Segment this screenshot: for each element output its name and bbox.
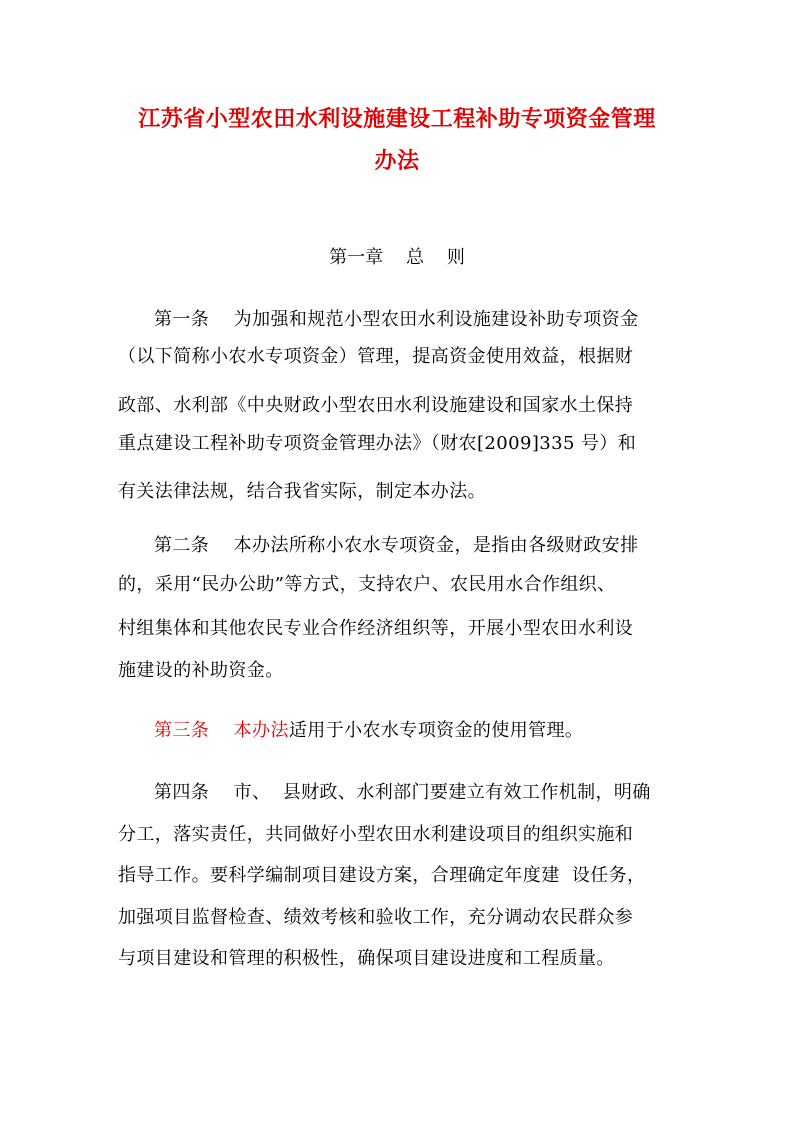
article-4-line-4: 加强项目监督检查、绩效考核和验收工作，充分调动农民群众参	[118, 907, 634, 928]
article-3-line	[154, 717, 583, 745]
article-1-line-5: 有关法律法规，结合我省实际，制定本办法。	[118, 481, 486, 502]
article-3-text: 适用于小农水专项资金的使用管理。	[288, 720, 584, 741]
title-line-1: 江苏省小型农田水利设施建设工程补助专项资金管理	[138, 106, 656, 132]
article-4-line-2: 分工，落实责任，共同做好小型农田水利建设项目的组织实施和	[118, 824, 634, 845]
article-1-line-4: 重点建设工程补助专项资金管理办法》（财农[2009]335 号）和	[118, 433, 637, 454]
article-4-line-5: 与项目建设和管理的积极性，确保项目建设进度和工程质量。	[118, 948, 615, 969]
article-3-head: 第三条 本办法	[154, 720, 289, 741]
article-1-line-3: 政部、水利部《中央财政小型农田水利设施建设和国家水土保持	[118, 395, 634, 416]
article-2-line-4: 施建设的补助资金。	[118, 660, 284, 681]
article-2-line-2: 的，采用“民办公助”等方式，支持农户、农民用水合作组织、	[118, 574, 616, 595]
article-2-line-1: 第二条 本办法所称小农水专项资金，是指由各级财政安排	[154, 535, 639, 556]
article-1-line-2: （以下简称小农水专项资金）管理，提高资金使用效益，根据财	[118, 346, 634, 367]
chapter-heading: 第一章 总 则	[329, 247, 465, 268]
article-2-line-3: 村组集体和其他农民专业合作经济组织等，开展小型农田水利设	[118, 618, 634, 639]
article-1-line-1: 第一条 为加强和规范小型农田水利设施建设补助专项资金	[154, 309, 639, 330]
article-4-line-1: 第四条 市、 县财政、水利部门要建立有效工作机制，明确	[154, 782, 651, 803]
article-4-line-3: 指导工作。要科学编制项目建设方案，合理确定年度建 设任务，	[118, 865, 646, 886]
title-line-2: 办法	[374, 148, 420, 174]
document-title	[100, 98, 694, 182]
